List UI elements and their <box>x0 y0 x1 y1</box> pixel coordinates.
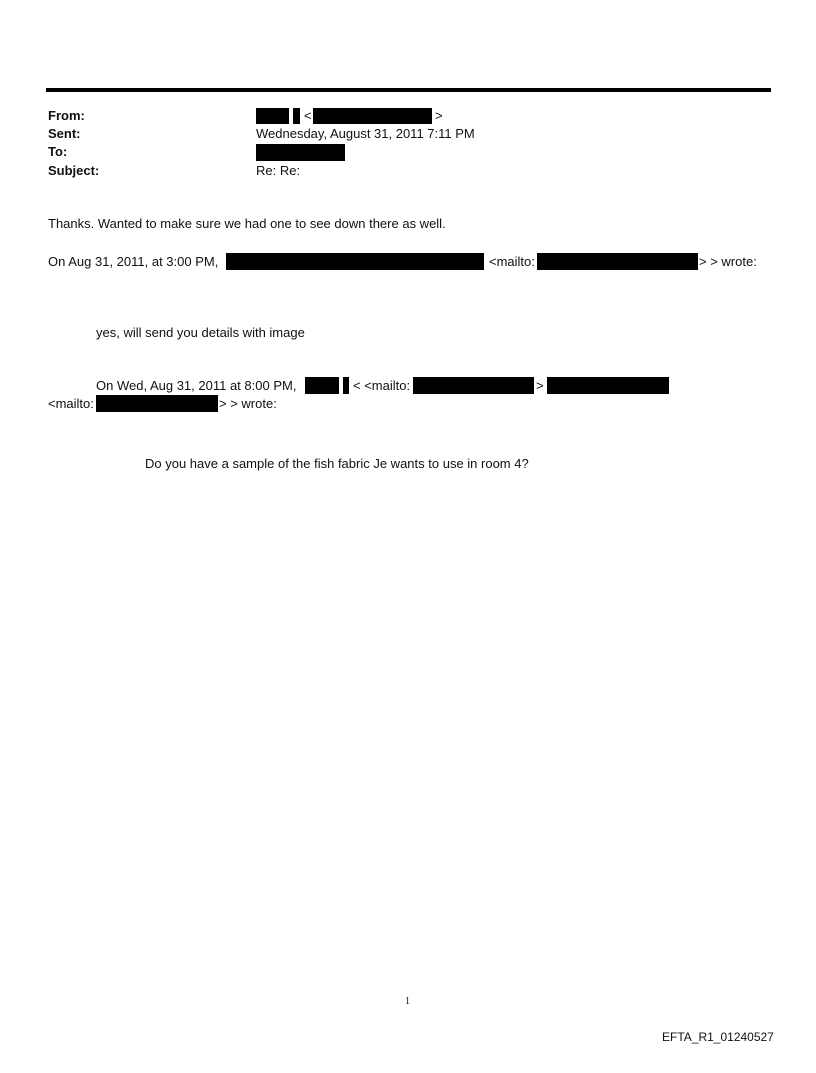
page-number: 1 <box>405 996 410 1007</box>
header-rule <box>46 88 771 92</box>
quote2-intro: On Wed, Aug 31, 2011 at 8:00 PM, <box>96 378 297 393</box>
from-label: From: <box>48 108 85 123</box>
redaction-quote2-initial <box>343 377 349 394</box>
quote2-gt: > <box>536 378 544 393</box>
sent-value: Wednesday, August 31, 2011 7:11 PM <box>256 126 475 141</box>
redaction-to <box>256 144 345 161</box>
redaction-quote2-email <box>413 377 534 394</box>
redaction-from-name <box>256 108 289 124</box>
redaction-quote1-email <box>537 253 698 270</box>
quote1-mailto: <mailto: <box>489 254 535 269</box>
redaction-quote2-email-2 <box>547 377 669 394</box>
body-line-1: Thanks. Wanted to make sure we had one to see down there as well. <box>48 216 446 231</box>
from-lt: < <box>304 108 312 123</box>
sent-label: Sent: <box>48 126 81 141</box>
quote2-line2-mailto: <mailto: <box>48 396 94 411</box>
from-gt: > <box>435 108 443 123</box>
redaction-from-initial <box>293 108 300 124</box>
quote2-line2-wrote: > > wrote: <box>219 396 277 411</box>
reply-1: yes, will send you details with image <box>96 325 305 340</box>
redaction-from-email <box>313 108 432 124</box>
reply-2: Do you have a sample of the fish fabric Je wants to use in room 4? <box>145 456 529 471</box>
redaction-quote2-line2-email <box>96 395 218 412</box>
redaction-quote1-sender <box>226 253 484 270</box>
document-id: EFTA_R1_01240527 <box>662 1030 774 1044</box>
quote2-mailto: < <mailto: <box>353 378 411 393</box>
subject-label: Subject: <box>48 163 100 178</box>
subject-value: Re: Re: <box>256 163 301 178</box>
to-label: To: <box>48 144 68 159</box>
quote1-intro: On Aug 31, 2011, at 3:00 PM, <box>48 254 219 269</box>
redaction-quote2-name <box>305 377 339 394</box>
quote1-wrote: > > wrote: <box>699 254 757 269</box>
